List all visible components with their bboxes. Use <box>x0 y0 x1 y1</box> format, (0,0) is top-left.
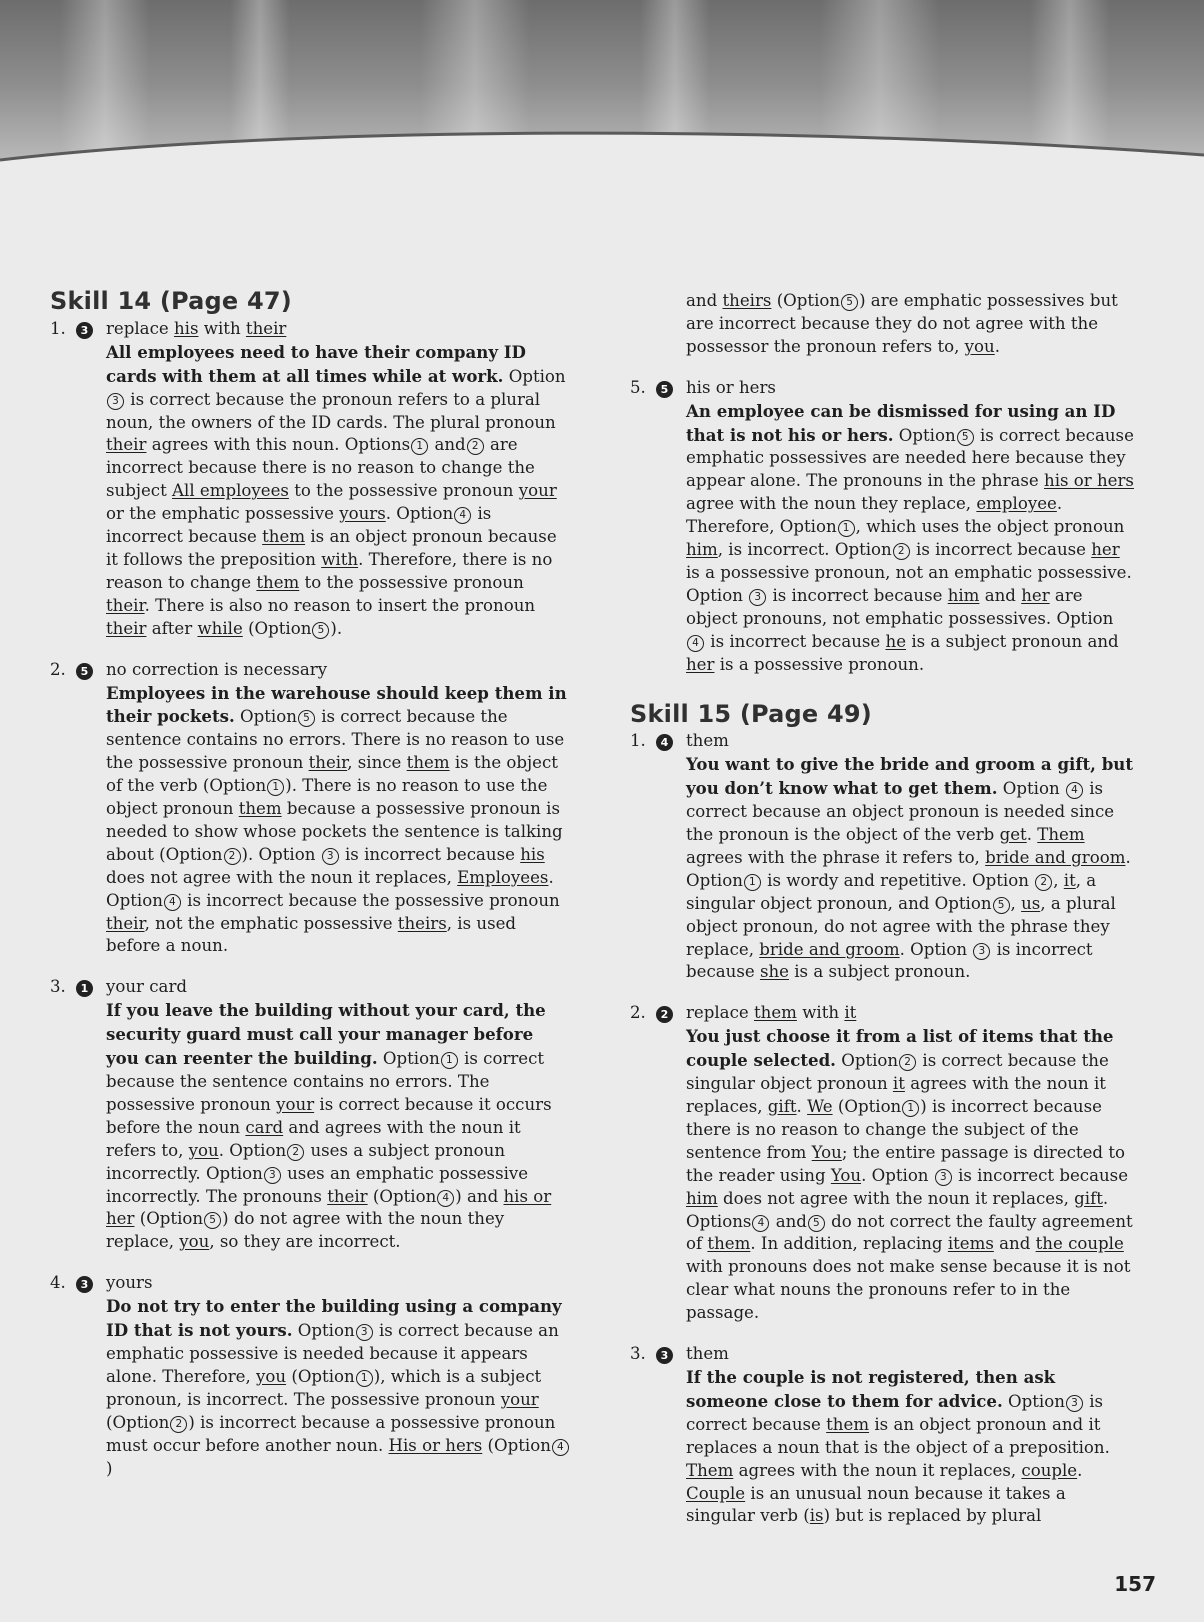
skill-14-heading: Skill 14 (Page 47) <box>50 287 292 315</box>
option-circle: 3 <box>973 943 990 960</box>
option-circle: 4 <box>552 1439 569 1456</box>
option-circle: 2 <box>224 848 241 865</box>
option-circle: 3 <box>1066 1395 1083 1412</box>
left-column <box>50 287 570 1498</box>
answer-lead: no correction is necessary <box>106 659 328 679</box>
option-circle: 5 <box>312 622 329 639</box>
answer-explanation: If the couple is not registered, then ask someone close to them for advice. Option 3 is correct because them is an object pronoun and it replaces a noun that is the object of a preposition. Them agrees with the noun it replaces, couple. Couple is an unusual noun because it takes a singular verb (is) but is replaced by plural <box>686 1366 1110 1526</box>
option-circle: 4 <box>437 1190 454 1207</box>
answer-lead: them <box>686 1344 729 1364</box>
option-circle: 4 <box>164 894 181 911</box>
option-circle: 1 <box>744 874 761 891</box>
item-number: 5. <box>630 377 646 397</box>
option-circle: 3 <box>356 1324 373 1341</box>
corrected-sentence: You want to give the bride and groom a gift, but you don’t know what to get them. <box>686 754 1134 799</box>
answer-lead: his or hers <box>686 377 776 397</box>
page-number: 157 <box>1114 1572 1156 1596</box>
option-circle: 1 <box>411 438 428 455</box>
option-circle: 1 <box>356 1370 373 1387</box>
decorative-header-banner <box>0 0 1204 190</box>
option-circle: 4 <box>687 635 704 652</box>
answer-item-1 <box>50 318 570 641</box>
option-circle: 2 <box>893 543 910 560</box>
answer-item-5 <box>630 377 1135 677</box>
answer-lead: yours <box>106 1273 153 1293</box>
option-circle: 4 <box>454 507 471 524</box>
item-number: 2. <box>630 1003 646 1023</box>
answer-badge: 3 <box>76 1276 93 1293</box>
header-wave-shape <box>0 130 1204 190</box>
answer-explanation: You want to give the bride and groom a gift, but you don’t know what to get them. Option 4 is correct because an object pronoun is needed since the pronoun is the object of the verb get. Them agrees with the phrase it refers to, bride and groom. Option 1 is wordy and repetitive. Option 2 , it, a singular object pronoun, and Option 5 , us, a plural object pronoun, do not agree with the phrase they replace, bride and groom. Option 3 is incorrect because she is a subject pronoun. <box>686 754 1134 982</box>
option-circle: 5 <box>204 1212 221 1229</box>
option-circle: 3 <box>749 589 766 606</box>
option-circle: 4 <box>752 1215 769 1232</box>
answer-item-15-3 <box>630 1343 1135 1528</box>
answer-explanation: An employee can be dismissed for using an ID that is not his or hers. Option 5 is correct because emphatic possessives are needed here because they appear alone. The pronouns in the phrase his or hers agree with the noun they replace, employee. Therefore, Option 1 , which uses the object pronoun him, is incorrect. Option 2 is incorrect because her is a possessive pronoun, not an emphatic possessive. Option 3 is incorrect because him and her are object pronouns, not emphatic possessives. Option 4 is incorrect because he is a subject pronoun and her is a possessive pronoun. <box>686 400 1134 674</box>
answer-item-15-1 <box>630 730 1135 984</box>
answer-badge: 2 <box>656 1006 673 1023</box>
option-circle: 5 <box>841 294 858 311</box>
option-circle: 5 <box>298 710 315 727</box>
option-circle: 2 <box>287 1144 304 1161</box>
item-number: 1. <box>630 731 646 751</box>
option-circle: 2 <box>170 1416 187 1433</box>
answer-item-4-continuation <box>630 290 1135 359</box>
option-circle: 3 <box>935 1169 952 1186</box>
option-circle: 4 <box>1066 782 1083 799</box>
answer-explanation: Employees in the warehouse should keep them in their pockets. Option 5 is correct because the sentence contains no errors. There is no reason to use the possessive pronoun their, since them is the object of the verb (Option 1 ). There is no reason to use the object pronoun them because a possessive pronoun is needed to show whose pockets the sentence is talking about (Option 2 ). Option 3 is incorrect because his does not agree with the noun it replaces, Employees. Option 4 is incorrect because the possessive pronoun their, not the emphatic possessive theirs, is used before a noun. <box>106 682 567 956</box>
corrected-sentence: All employees need to have their company ID cards with them at all times while at work. <box>106 341 526 386</box>
answer-badge: 1 <box>76 980 93 997</box>
corrected-sentence: Employees in the warehouse should keep them in their pockets. <box>106 682 567 727</box>
answer-lead: replace his with their <box>106 318 287 338</box>
answer-lead: your card <box>106 977 187 997</box>
answer-explanation: and theirs (Option 5 ) are emphatic possessives but are incorrect because they do not agree with the possessor the pronoun refers to, you. <box>686 291 1118 356</box>
option-circle: 3 <box>107 393 124 410</box>
option-circle: 2 <box>1035 874 1052 891</box>
item-number: 4. <box>50 1273 66 1293</box>
item-number: 3. <box>630 1344 646 1364</box>
item-number: 2. <box>50 659 66 679</box>
answer-item-15-2 <box>630 1002 1135 1325</box>
item-number: 1. <box>50 318 66 338</box>
item-number: 3. <box>50 977 66 997</box>
option-circle: 3 <box>264 1167 281 1184</box>
answer-item-3 <box>50 976 570 1254</box>
answer-item-2 <box>50 659 570 959</box>
answer-badge: 4 <box>656 734 673 751</box>
corrected-sentence: Do not try to enter the building using a company ID that is not yours. <box>106 1296 562 1341</box>
answer-lead: them <box>686 731 729 751</box>
option-circle: 2 <box>899 1054 916 1071</box>
corrected-sentence: An employee can be dismissed for using an ID that is not his or hers. <box>686 400 1116 445</box>
skill-15-heading: Skill 15 (Page 49) <box>630 699 872 728</box>
corrected-sentence: If you leave the building without your card, the security guard must call your manager before you can reenter the building. <box>106 1000 546 1069</box>
corrected-sentence: You just choose it from a list of items that the couple selected. <box>686 1026 1114 1071</box>
option-circle: 1 <box>441 1052 458 1069</box>
option-circle: 1 <box>267 779 284 796</box>
answer-explanation: If you leave the building without your card, the security guard must call your manager before you can reenter the building. Option 1 is correct because the sentence contains no errors. The possessive pronoun your is correct because it occurs before the noun card and agrees with the noun it refers to, you. Option 2 uses a subject pronoun incorrectly. Option 3 uses an emphatic possessive incorrectly. The pronouns their (Option 4 ) and his or her (Option 5 ) do not agree with the noun they replace, you, so they are incorrect. <box>106 1000 552 1252</box>
option-circle: 5 <box>957 429 974 446</box>
answer-badge: 3 <box>656 1347 673 1364</box>
option-circle: 3 <box>322 848 339 865</box>
right-column <box>630 290 1135 1546</box>
answer-lead: replace them with it <box>686 1003 857 1023</box>
option-circle: 1 <box>838 520 855 537</box>
corrected-sentence: If the couple is not registered, then ask someone close to them for advice. <box>686 1366 1056 1411</box>
answer-badge: 5 <box>76 663 93 680</box>
option-circle: 2 <box>467 438 484 455</box>
answer-badge: 3 <box>76 322 93 339</box>
answer-explanation: All employees need to have their company ID cards with them at all times while at work. Option 3 is correct because the pronoun refers to a plural noun, the owners of the ID cards. The plural pronoun their agrees with this noun. Options 1 and 2 are incorrect because there is no reason to change the subject All employees to the possessive pronoun your or the emphatic possessive yours. Option 4 is incorrect because them is an object pronoun because it follows the preposition with. Therefore, there is no reason to change them to the possessive pronoun their. There is also no reason to insert the pronoun their after while (Option 5 ). <box>106 341 566 638</box>
option-circle: 1 <box>902 1100 919 1117</box>
answer-explanation: Do not try to enter the building using a company ID that is not yours. Option 3 is correct because an emphatic possessive is needed because it appears alone. Therefore, you (Option 1 ), which is a subject pronoun, is incorrect. The possessive pronoun your (Option 2 ) is incorrect because a possessive pronoun must occur before another noun. His or hers (Option 4) <box>106 1295 570 1480</box>
answer-badge: 5 <box>656 381 673 398</box>
answer-item-4 <box>50 1272 570 1480</box>
answer-explanation: You just choose it from a list of items that the couple selected. Option 2 is correct because the singular object pronoun it agrees with the noun it replaces, gift. We (Option 1 ) is incorrect because there is no reason to change the subject of the sentence from You; the entire passage is directed to the reader using You. Option 3 is incorrect because him does not agree with the noun it replaces, gift. Options 4 and 5 do not correct the faulty agreement of them. In addition, replacing items and the couple with pronouns does not make sense because it is not clear what nouns the pronouns refer to in the passage. <box>686 1026 1133 1323</box>
option-circle: 5 <box>993 897 1010 914</box>
option-circle: 5 <box>808 1215 825 1232</box>
